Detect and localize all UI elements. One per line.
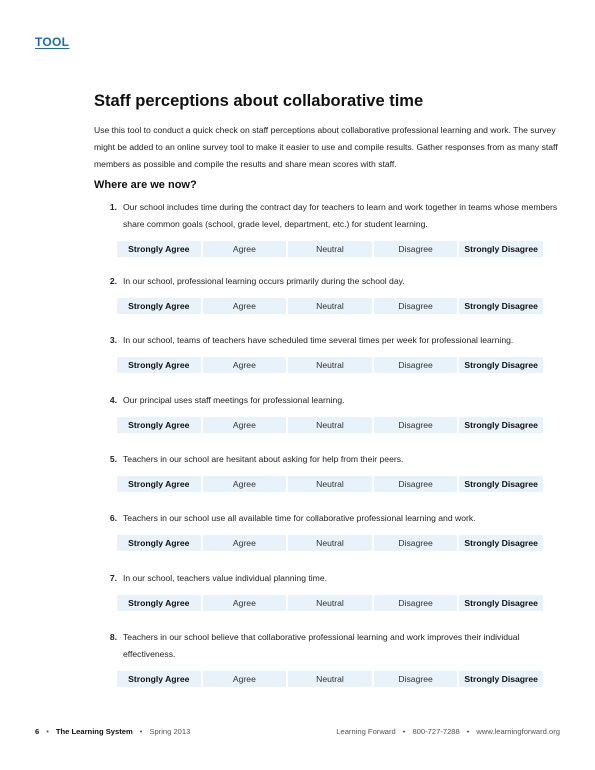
footer-page-number: 6	[35, 727, 40, 736]
response-scale	[117, 535, 543, 551]
response-option[interactable]: Strongly Disagree	[459, 671, 543, 687]
response-option[interactable]: Strongly Disagree	[459, 298, 543, 314]
response-option[interactable]: Agree	[203, 595, 287, 611]
section-heading: Where are we now?	[94, 179, 197, 191]
response-scale	[117, 417, 543, 433]
question-row	[94, 570, 560, 587]
response-option[interactable]: Strongly Agree	[117, 535, 201, 551]
footer-publication: The Learning System	[55, 727, 133, 736]
response-scale	[117, 298, 543, 314]
footer-separator: •	[402, 727, 406, 736]
response-option[interactable]: Neutral	[288, 476, 372, 492]
question-number: 4.	[109, 395, 117, 405]
question-text: In our school, teachers value individual planning time.	[123, 573, 327, 583]
response-option[interactable]: Strongly Disagree	[459, 535, 543, 551]
question-row	[94, 392, 560, 409]
response-option[interactable]: Strongly Agree	[117, 671, 201, 687]
survey-question	[94, 629, 560, 687]
response-scale	[117, 241, 543, 257]
question-text: Our school includes time during the contract day for teachers to learn and work together in teams whose members share common goals (school, grade level, department, etc.) for student learning.	[123, 202, 558, 229]
footer-organization: Learning Forward	[336, 727, 396, 736]
page-title: Staff perceptions about collaborative time	[94, 92, 424, 110]
response-scale	[117, 357, 543, 373]
response-option[interactable]: Agree	[203, 241, 287, 257]
response-option[interactable]: Strongly Agree	[117, 357, 201, 373]
question-text: Our principal uses staff meetings for professional learning.	[123, 395, 345, 405]
response-option[interactable]: Strongly Agree	[117, 476, 201, 492]
question-row	[94, 332, 560, 349]
survey-question	[94, 332, 560, 373]
survey-question	[94, 199, 560, 257]
question-row	[94, 510, 560, 527]
intro-paragraph: Use this tool to conduct a quick check on staff perceptions about collaborative professional learning and work. The survey might be added to an online survey tool to make it easier to use and compile results. Gather responses from as many staff members as possible and compile the results and share mean scores with staff.	[94, 125, 558, 169]
response-option[interactable]: Strongly Agree	[117, 241, 201, 257]
response-option[interactable]: Agree	[203, 417, 287, 433]
question-number: 3.	[109, 335, 117, 345]
survey-question	[94, 273, 560, 314]
response-option[interactable]: Disagree	[374, 241, 458, 257]
question-number: 2.	[109, 276, 117, 286]
response-option[interactable]: Neutral	[288, 417, 372, 433]
response-option[interactable]: Disagree	[374, 417, 458, 433]
response-option[interactable]: Strongly Disagree	[459, 241, 543, 257]
footer-separator: •	[466, 727, 470, 736]
response-option[interactable]: Strongly Disagree	[459, 476, 543, 492]
response-option[interactable]: Agree	[203, 671, 287, 687]
response-option[interactable]: Disagree	[374, 535, 458, 551]
response-option[interactable]: Neutral	[288, 357, 372, 373]
survey-question	[94, 451, 560, 492]
response-scale	[117, 595, 543, 611]
response-option[interactable]: Agree	[203, 476, 287, 492]
question-row	[94, 199, 560, 233]
response-option[interactable]: Neutral	[288, 595, 372, 611]
response-option[interactable]: Neutral	[288, 535, 372, 551]
page-footer	[35, 727, 560, 736]
question-number: 7.	[109, 573, 117, 583]
footer-separator: •	[139, 727, 143, 736]
response-option[interactable]: Disagree	[374, 298, 458, 314]
response-option[interactable]: Disagree	[374, 595, 458, 611]
question-row	[94, 273, 560, 290]
survey-question	[94, 570, 560, 611]
question-number: 8.	[109, 632, 117, 642]
question-text: In our school, teams of teachers have scheduled time several times per week for professional learning.	[123, 335, 514, 345]
footer-website[interactable]: www.learningforward.org	[476, 727, 560, 736]
question-row	[94, 629, 560, 663]
response-scale	[117, 476, 543, 492]
response-option[interactable]: Strongly Agree	[117, 595, 201, 611]
tool-label: TOOL	[35, 35, 70, 49]
footer-phone: 800-727-7288	[412, 727, 460, 736]
question-row	[94, 451, 560, 468]
question-text: Teachers in our school use all available time for collaborative professional learning and work.	[123, 513, 476, 523]
response-option[interactable]: Strongly Agree	[117, 298, 201, 314]
response-option[interactable]: Agree	[203, 535, 287, 551]
survey-question	[94, 392, 560, 433]
response-option[interactable]: Strongly Agree	[117, 417, 201, 433]
response-option[interactable]: Strongly Disagree	[459, 417, 543, 433]
question-text: Teachers in our school are hesitant about asking for help from their peers.	[123, 454, 404, 464]
question-number: 6.	[109, 513, 117, 523]
question-text: Teachers in our school believe that collaborative professional learning and work improves their individual effectiveness.	[123, 632, 520, 659]
footer-issue: Spring 2013	[149, 727, 191, 736]
response-option[interactable]: Agree	[203, 298, 287, 314]
response-option[interactable]: Agree	[203, 357, 287, 373]
response-option[interactable]: Neutral	[288, 298, 372, 314]
survey-question	[94, 510, 560, 551]
response-option[interactable]: Strongly Disagree	[459, 357, 543, 373]
response-option[interactable]: Strongly Disagree	[459, 595, 543, 611]
question-number: 5.	[109, 454, 117, 464]
response-option[interactable]: Disagree	[374, 357, 458, 373]
response-option[interactable]: Disagree	[374, 476, 458, 492]
question-number: 1.	[109, 202, 117, 212]
response-option[interactable]: Disagree	[374, 671, 458, 687]
response-option[interactable]: Neutral	[288, 241, 372, 257]
response-scale	[117, 671, 543, 687]
footer-separator: •	[46, 727, 49, 736]
question-text: In our school, professional learning occurs primarily during the school day.	[123, 276, 405, 286]
response-option[interactable]: Neutral	[288, 671, 372, 687]
